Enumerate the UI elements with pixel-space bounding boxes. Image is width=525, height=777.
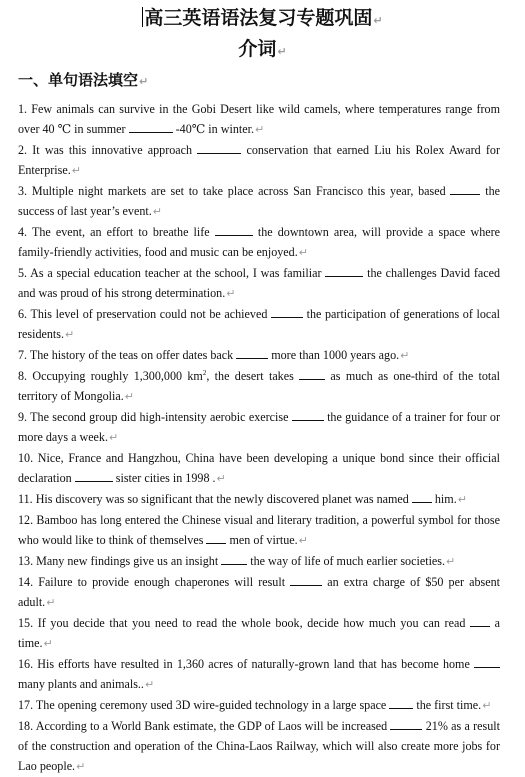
question-text: 1. Few animals can survive in the Gobi Desert like wild camels, where temperatures range from over 40 ℃ in summer — [18, 102, 500, 136]
paragraph-mark-icon: ↵ — [46, 596, 56, 609]
answer-blank[interactable] — [470, 615, 490, 627]
answer-blank[interactable] — [390, 718, 422, 730]
answer-blank[interactable] — [412, 491, 432, 503]
question-item — [18, 551, 500, 572]
paragraph-mark-icon: ↵ — [71, 164, 81, 177]
question-item — [18, 572, 500, 613]
superscript: 2 — [202, 368, 207, 377]
answer-blank[interactable] — [215, 224, 253, 236]
question-item — [18, 304, 500, 345]
answer-blank[interactable] — [290, 574, 322, 586]
answer-blank[interactable] — [325, 265, 363, 277]
question-text: a time. — [18, 616, 500, 650]
question-item — [18, 407, 500, 448]
document-subtitle — [0, 37, 525, 64]
question-text: 14. Failure to provide enough chaperones will result — [18, 575, 291, 589]
question-text: 16. His efforts have resulted in 1,360 acres of naturally-grown land that has become home — [18, 657, 474, 671]
question-text: the first time. — [413, 698, 482, 712]
section-heading — [18, 70, 148, 92]
question-list — [18, 99, 500, 777]
question-text: 9. The second group did high-intensity aerobic exercise — [18, 410, 292, 424]
question-item — [18, 263, 500, 304]
question-item — [18, 716, 500, 777]
question-item — [18, 448, 500, 489]
paragraph-mark-icon: ↵ — [255, 123, 265, 136]
answer-blank[interactable] — [450, 183, 480, 195]
document-subtitle-text: 介词 — [238, 38, 277, 60]
paragraph-mark-icon: ↵ — [277, 45, 287, 58]
paragraph-mark-icon: ↵ — [216, 472, 226, 485]
question-item — [18, 695, 500, 716]
question-text: 17. The opening ceremony used 3D wire-guided technology in a large space — [18, 698, 390, 712]
paragraph-mark-icon: ↵ — [400, 349, 410, 362]
question-text: , the desert takes — [206, 369, 300, 383]
answer-blank[interactable] — [389, 697, 413, 709]
answer-blank[interactable] — [206, 532, 226, 544]
paragraph-mark-icon: ↵ — [124, 390, 135, 403]
paragraph-mark-icon: ↵ — [139, 75, 149, 88]
answer-blank[interactable] — [129, 121, 173, 133]
question-text: 4. The event, an effort to breathe life — [18, 225, 215, 239]
question-text: 13. Many new findings give us an insight — [18, 554, 222, 568]
question-text: an extra charge of $50 per absent adult. — [18, 575, 500, 609]
question-text: sister cities in 1998 . — [112, 471, 216, 485]
question-text: 7. The history of the teas on offer dates back — [18, 348, 237, 362]
question-text: the guidance of a trainer for four or more days a week. — [18, 410, 500, 444]
answer-blank[interactable] — [299, 368, 325, 380]
question-text: 21% as a result of the construction and operation of the China-Laos Railway, which will also create more jobs for Lao people. — [18, 719, 500, 773]
question-item — [18, 140, 500, 181]
question-text: 11. His discovery was so significant that the newly discovered planet was named — [18, 492, 412, 506]
paragraph-mark-icon: ↵ — [457, 493, 467, 506]
answer-blank[interactable] — [292, 409, 324, 421]
question-item — [18, 222, 500, 263]
question-text: many plants and animals.. — [18, 677, 144, 691]
paragraph-mark-icon: ↵ — [109, 431, 119, 444]
question-text: 6. This level of preservation could not be achieved — [18, 307, 271, 321]
paragraph-mark-icon: ↵ — [482, 699, 492, 712]
answer-blank[interactable] — [236, 347, 268, 359]
paragraph-mark-icon: ↵ — [65, 328, 75, 341]
question-text: 15. If you decide that you need to read the whole book, decide how much you can read — [18, 616, 470, 630]
question-item — [18, 99, 500, 140]
question-text: 12. Bamboo has long entered the Chinese visual and literary tradition, a powerful symbol for those who would like to think of themselves — [18, 513, 500, 547]
question-text: as much as one-third of the total territory of Mongolia. — [18, 369, 500, 403]
question-text: the success of last year’s event. — [18, 184, 500, 218]
section-heading-text: 一、单句语法填空 — [18, 71, 139, 89]
document-title-text: 高三英语语法复习专题巩固 — [144, 7, 373, 29]
paragraph-mark-icon: ↵ — [76, 760, 86, 773]
question-text: 3. Multiple night markets are set to take place across San Francisco this year, based — [18, 184, 451, 198]
question-text: more than 1000 years ago. — [268, 348, 400, 362]
question-item — [18, 181, 500, 222]
paragraph-mark-icon: ↵ — [43, 637, 53, 650]
paragraph-mark-icon: ↵ — [226, 287, 236, 300]
paragraph-mark-icon: ↵ — [144, 678, 155, 691]
question-item — [18, 345, 500, 366]
paragraph-mark-icon: ↵ — [298, 246, 308, 259]
question-text: 10. Nice, France and Hangzhou, China have been developing a unique bond since their official declaration — [18, 451, 500, 485]
question-text: him. — [431, 492, 457, 506]
question-text: the challenges David faced and was proud of his strong determination. — [18, 266, 501, 300]
question-item — [18, 510, 500, 551]
document-title — [0, 6, 525, 33]
question-item — [18, 654, 500, 695]
question-text: conservation that earned Liu his Rolex Award for Enterprise. — [18, 143, 500, 177]
paragraph-mark-icon: ↵ — [446, 555, 456, 568]
question-text: men of virtue. — [226, 533, 298, 547]
question-text: 5. As a special education teacher at the school, I was familiar — [18, 266, 326, 280]
question-text: the participation of generations of local residents. — [18, 307, 500, 341]
question-item — [18, 613, 500, 654]
answer-blank[interactable] — [271, 306, 303, 318]
question-text: the downtown area, will provide a space where family-friendly activities, food and music can be enjoyed. — [18, 225, 501, 259]
answer-blank[interactable] — [221, 553, 247, 565]
answer-blank[interactable] — [474, 656, 500, 668]
question-text: -40℃ in winter. — [172, 122, 254, 136]
question-item — [18, 489, 500, 510]
question-text: the way of life of much earlier societies. — [247, 554, 446, 568]
paragraph-mark-icon: ↵ — [373, 14, 383, 27]
answer-blank[interactable] — [197, 142, 241, 154]
question-text: 18. According to a World Bank estimate, the GDP of Laos will be increased — [18, 719, 391, 733]
paragraph-mark-icon: ↵ — [298, 534, 308, 547]
question-text: 2. It was this innovative approach — [18, 143, 198, 157]
paragraph-mark-icon: ↵ — [152, 205, 162, 218]
answer-blank[interactable] — [75, 470, 113, 482]
question-text: 8. Occupying roughly 1,300,000 km — [18, 369, 203, 383]
question-item — [18, 366, 500, 407]
